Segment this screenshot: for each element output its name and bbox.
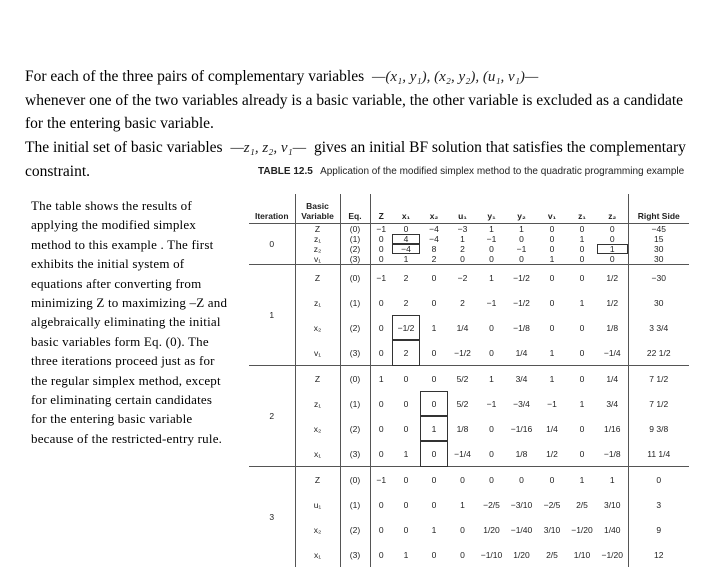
coefficient-cell: 1: [420, 315, 448, 340]
coefficient-cell: 1: [597, 467, 628, 493]
coefficient-cell: 1: [597, 244, 628, 254]
right-side-cell: 30: [628, 244, 689, 254]
coefficient-cell: 0: [567, 441, 597, 467]
equation-cell: (3): [340, 254, 370, 265]
coefficient-cell: 0: [420, 290, 448, 315]
table-caption-text: Application of the modified simplex method to the quadratic programming example: [320, 166, 684, 177]
table-row: [249, 366, 689, 392]
coefficient-cell: 0: [420, 542, 448, 567]
coefficient-cell: −1/10: [477, 542, 506, 567]
coefficient-cell: −3/4: [506, 391, 537, 416]
coefficient-cell: 0: [370, 315, 392, 340]
coefficient-cell: 1/8: [597, 315, 628, 340]
table-row: [249, 542, 689, 567]
coefficient-cell: 0: [506, 254, 537, 265]
basic-variable-cell: Z: [295, 265, 340, 291]
coefficient-cell: 2: [448, 244, 477, 254]
coefficient-cell: 1: [537, 254, 567, 265]
coefficient-cell: −1/8: [506, 315, 537, 340]
table-row: [249, 254, 689, 265]
equation-cell: (1): [340, 290, 370, 315]
simplex-table-figure: [244, 164, 692, 538]
column-header: x₂: [420, 194, 448, 224]
coefficient-cell: −1/4: [448, 441, 477, 467]
coefficient-cell: −4: [420, 234, 448, 244]
coefficient-cell: 8: [420, 244, 448, 254]
coefficient-cell: −1/40: [506, 517, 537, 542]
coefficient-cell: 1: [392, 441, 420, 467]
coefficient-cell: 3/4: [597, 391, 628, 416]
basic-variable-cell: z₁: [295, 290, 340, 315]
coefficient-cell: −2: [448, 265, 477, 291]
table-row: [249, 467, 689, 493]
right-side-cell: 9: [628, 517, 689, 542]
coefficient-cell: 0: [567, 366, 597, 392]
coefficient-cell: −1: [370, 467, 392, 493]
coefficient-cell: 1/10: [567, 542, 597, 567]
table-row: [249, 224, 689, 235]
coefficient-cell: 0: [537, 244, 567, 254]
coefficient-cell: −3/10: [506, 492, 537, 517]
equation-cell: (2): [340, 517, 370, 542]
coefficient-cell: 4: [392, 234, 420, 244]
basic-variable-cell: v₁: [295, 340, 340, 366]
coefficient-cell: −1/2: [448, 340, 477, 366]
coefficient-cell: 0: [537, 234, 567, 244]
basic-variable-cell: v₁: [295, 254, 340, 265]
column-header: Z: [370, 194, 392, 224]
table-row: [249, 234, 689, 244]
column-header: v₁: [537, 194, 567, 224]
coefficient-cell: 1: [448, 234, 477, 244]
coefficient-cell: 1/16: [597, 416, 628, 441]
coefficient-cell: 1/2: [537, 441, 567, 467]
coefficient-cell: 1: [567, 391, 597, 416]
complementary-pairs-formula: —(x₁, y₁), (x₂, y₂), (u₁, v₁)—: [372, 69, 538, 85]
coefficient-cell: −1: [370, 224, 392, 235]
coefficient-cell: −1: [477, 234, 506, 244]
coefficient-cell: 0: [392, 366, 420, 392]
coefficient-cell: 0: [370, 244, 392, 254]
right-side-cell: 11 1/4: [628, 441, 689, 467]
coefficient-cell: 5/2: [448, 391, 477, 416]
paragraph-1-rest: whenever one of the two variables already is a basic variable, the other variable is excluded as a candidate for the entering basic variable.: [25, 92, 683, 132]
paragraph-2-rest: gives an initial BF solution that satisfies the complementary constraint.: [25, 139, 686, 180]
coefficient-cell: 1: [567, 467, 597, 493]
table-header-row: [249, 194, 689, 224]
basic-variable-cell: z₁: [295, 234, 340, 244]
coefficient-cell: 0: [392, 224, 420, 235]
basic-variable-cell: z₁: [295, 391, 340, 416]
basic-variable-cell: Z: [295, 224, 340, 235]
coefficient-cell: 0: [370, 340, 392, 366]
coefficient-cell: 0: [537, 467, 567, 493]
coefficient-cell: 3/10: [537, 517, 567, 542]
basic-variables-formula: —z₁, z₂, v₁—: [230, 140, 306, 156]
iteration-number: 0: [249, 224, 295, 265]
column-header: Eq.: [340, 194, 370, 224]
coefficient-cell: −1: [477, 391, 506, 416]
coefficient-cell: −1: [477, 290, 506, 315]
coefficient-cell: 3/4: [506, 366, 537, 392]
coefficient-cell: 1: [420, 517, 448, 542]
coefficient-cell: 0: [420, 340, 448, 366]
coefficient-cell: 0: [420, 265, 448, 291]
right-side-cell: 9 3/8: [628, 416, 689, 441]
coefficient-cell: 1/20: [506, 542, 537, 567]
coefficient-cell: 0: [477, 254, 506, 265]
right-side-cell: 3 3/4: [628, 315, 689, 340]
coefficient-cell: −1/2: [506, 265, 537, 291]
coefficient-cell: 0: [392, 416, 420, 441]
coefficient-cell: 0: [448, 467, 477, 493]
coefficient-cell: 0: [370, 542, 392, 567]
right-side-cell: 7 1/2: [628, 366, 689, 392]
right-side-cell: 3: [628, 492, 689, 517]
right-side-cell: 0: [628, 467, 689, 493]
iteration-number: 2: [249, 366, 295, 467]
coefficient-cell: 0: [448, 254, 477, 265]
table-row: [249, 315, 689, 340]
equation-cell: (3): [340, 340, 370, 366]
coefficient-cell: 0: [392, 492, 420, 517]
coefficient-cell: 0: [420, 366, 448, 392]
coefficient-cell: 0: [370, 391, 392, 416]
table-row: [249, 391, 689, 416]
equation-cell: (3): [340, 441, 370, 467]
basic-variable-cell: z₂: [295, 244, 340, 254]
coefficient-cell: 0: [420, 391, 448, 416]
basic-variable-cell: Z: [295, 366, 340, 392]
table-explanation-text: The table shows the results of applying the modified simplex method to this example . The first exhibits the initial system of equations after converting from minimizing Z to maximizing –Z and algebraically eliminating the initial basic variables form Eq. (0). The three iterations proceed just as for the regular simplex method, except for eliminating certain candidates for the entering basic variable because of the restricted-entry rule.: [31, 196, 231, 448]
equation-cell: (2): [340, 315, 370, 340]
coefficient-cell: 0: [567, 265, 597, 291]
table-row: [249, 290, 689, 315]
coefficient-cell: −1/16: [506, 416, 537, 441]
coefficient-cell: 5/2: [448, 366, 477, 392]
coefficient-cell: 0: [420, 441, 448, 467]
right-side-cell: 30: [628, 254, 689, 265]
right-side-cell: 7 1/2: [628, 391, 689, 416]
column-header: Right Side: [628, 194, 689, 224]
coefficient-cell: −3: [448, 224, 477, 235]
coefficient-cell: 2: [392, 265, 420, 291]
coefficient-cell: 1: [506, 224, 537, 235]
coefficient-cell: 0: [370, 254, 392, 265]
coefficient-cell: −4: [420, 224, 448, 235]
column-header: Basic Variable: [295, 194, 340, 224]
coefficient-cell: 0: [420, 467, 448, 493]
coefficient-cell: 0: [537, 315, 567, 340]
equation-cell: (3): [340, 542, 370, 567]
column-header: y₂: [506, 194, 537, 224]
basic-variable-cell: x₂: [295, 416, 340, 441]
equation-cell: (0): [340, 366, 370, 392]
coefficient-cell: 2/5: [537, 542, 567, 567]
coefficient-cell: 0: [392, 467, 420, 493]
coefficient-cell: 3/10: [597, 492, 628, 517]
table-row: [249, 416, 689, 441]
coefficient-cell: 1: [477, 224, 506, 235]
paragraph-complementary-pairs: [25, 65, 695, 135]
coefficient-cell: 0: [506, 234, 537, 244]
basic-variable-cell: x₂: [295, 315, 340, 340]
coefficient-cell: 0: [477, 467, 506, 493]
coefficient-cell: 0: [370, 290, 392, 315]
simplex-table: [249, 194, 689, 567]
coefficient-cell: 1: [392, 542, 420, 567]
equation-cell: (1): [340, 492, 370, 517]
equation-cell: (2): [340, 244, 370, 254]
coefficient-cell: 1/4: [448, 315, 477, 340]
basic-variable-cell: u₁: [295, 492, 340, 517]
coefficient-cell: 1/2: [597, 290, 628, 315]
right-side-cell: −45: [628, 224, 689, 235]
coefficient-cell: 0: [477, 244, 506, 254]
coefficient-cell: 1/4: [597, 366, 628, 392]
coefficient-cell: 0: [370, 416, 392, 441]
coefficient-cell: 0: [448, 517, 477, 542]
right-side-cell: 22 1/2: [628, 340, 689, 366]
coefficient-cell: 0: [477, 416, 506, 441]
iteration-number: 3: [249, 467, 295, 567]
column-header: Iteration: [249, 194, 295, 224]
right-side-cell: 12: [628, 542, 689, 567]
table-caption: [258, 166, 688, 177]
coefficient-cell: −1/2: [392, 315, 420, 340]
right-side-cell: 30: [628, 290, 689, 315]
coefficient-cell: 0: [567, 254, 597, 265]
coefficient-cell: 1: [567, 290, 597, 315]
coefficient-cell: 0: [537, 224, 567, 235]
equation-cell: (2): [340, 416, 370, 441]
coefficient-cell: 0: [420, 492, 448, 517]
coefficient-cell: 0: [567, 224, 597, 235]
coefficient-cell: 0: [448, 542, 477, 567]
coefficient-cell: 0: [597, 234, 628, 244]
paragraph-1-lead: For each of the three pairs of complementary variables: [25, 68, 364, 85]
column-header: x₁: [392, 194, 420, 224]
paragraph-2-lead: The initial set of basic variables: [25, 139, 223, 156]
coefficient-cell: −1/4: [597, 340, 628, 366]
coefficient-cell: −2/5: [537, 492, 567, 517]
coefficient-cell: 2: [392, 340, 420, 366]
coefficient-cell: 0: [567, 340, 597, 366]
equation-cell: (1): [340, 391, 370, 416]
table-row: [249, 340, 689, 366]
table-row: [249, 492, 689, 517]
coefficient-cell: 0: [567, 315, 597, 340]
coefficient-cell: 1: [477, 366, 506, 392]
coefficient-cell: 1: [537, 340, 567, 366]
table-row: [249, 441, 689, 467]
coefficient-cell: 2: [420, 254, 448, 265]
coefficient-cell: 1: [448, 492, 477, 517]
coefficient-cell: −1: [370, 265, 392, 291]
coefficient-cell: 1: [567, 234, 597, 244]
coefficient-cell: 0: [537, 265, 567, 291]
table-row: [249, 517, 689, 542]
coefficient-cell: −1/20: [567, 517, 597, 542]
coefficient-cell: 0: [597, 224, 628, 235]
iteration-number: 1: [249, 265, 295, 366]
coefficient-cell: −1/2: [506, 290, 537, 315]
equation-cell: (0): [340, 265, 370, 291]
coefficient-cell: 1: [392, 254, 420, 265]
right-side-cell: 15: [628, 234, 689, 244]
coefficient-cell: 1/4: [537, 416, 567, 441]
table-row: [249, 265, 689, 291]
coefficient-cell: 0: [597, 254, 628, 265]
coefficient-cell: 2/5: [567, 492, 597, 517]
basic-variable-cell: Z: [295, 467, 340, 493]
coefficient-cell: 1: [420, 416, 448, 441]
coefficient-cell: 0: [392, 391, 420, 416]
coefficient-cell: −1/20: [597, 542, 628, 567]
coefficient-cell: 2: [448, 290, 477, 315]
coefficient-cell: −4: [392, 244, 420, 254]
coefficient-cell: 1: [537, 366, 567, 392]
column-header: u₁: [448, 194, 477, 224]
equation-cell: (1): [340, 234, 370, 244]
coefficient-cell: 1/20: [477, 517, 506, 542]
coefficient-cell: 0: [537, 290, 567, 315]
right-side-cell: −30: [628, 265, 689, 291]
coefficient-cell: −1: [537, 391, 567, 416]
coefficient-cell: 1: [477, 265, 506, 291]
table-row: [249, 244, 689, 254]
basic-variable-cell: x₂: [295, 517, 340, 542]
coefficient-cell: 0: [370, 441, 392, 467]
table-caption-label: TABLE 12.5: [258, 166, 313, 177]
coefficient-cell: −1: [506, 244, 537, 254]
coefficient-cell: 1: [370, 366, 392, 392]
coefficient-cell: 0: [567, 416, 597, 441]
coefficient-cell: −1/8: [597, 441, 628, 467]
coefficient-cell: 0: [477, 315, 506, 340]
coefficient-cell: 1/40: [597, 517, 628, 542]
coefficient-cell: 1/2: [597, 265, 628, 291]
coefficient-cell: 0: [370, 517, 392, 542]
coefficient-cell: 0: [477, 340, 506, 366]
column-header: y₁: [477, 194, 506, 224]
coefficient-cell: 0: [370, 492, 392, 517]
coefficient-cell: 0: [392, 517, 420, 542]
coefficient-cell: 2: [392, 290, 420, 315]
basic-variable-cell: x₁: [295, 441, 340, 467]
coefficient-cell: 0: [567, 244, 597, 254]
coefficient-cell: 0: [506, 467, 537, 493]
coefficient-cell: 1/8: [448, 416, 477, 441]
coefficient-cell: −2/5: [477, 492, 506, 517]
column-header: z₁: [567, 194, 597, 224]
coefficient-cell: 1/4: [506, 340, 537, 366]
coefficient-cell: 0: [370, 234, 392, 244]
equation-cell: (0): [340, 224, 370, 235]
coefficient-cell: 1/8: [506, 441, 537, 467]
basic-variable-cell: x₁: [295, 542, 340, 567]
table-body: [249, 224, 689, 567]
column-header: z₂: [597, 194, 628, 224]
coefficient-cell: 0: [477, 441, 506, 467]
equation-cell: (0): [340, 467, 370, 493]
